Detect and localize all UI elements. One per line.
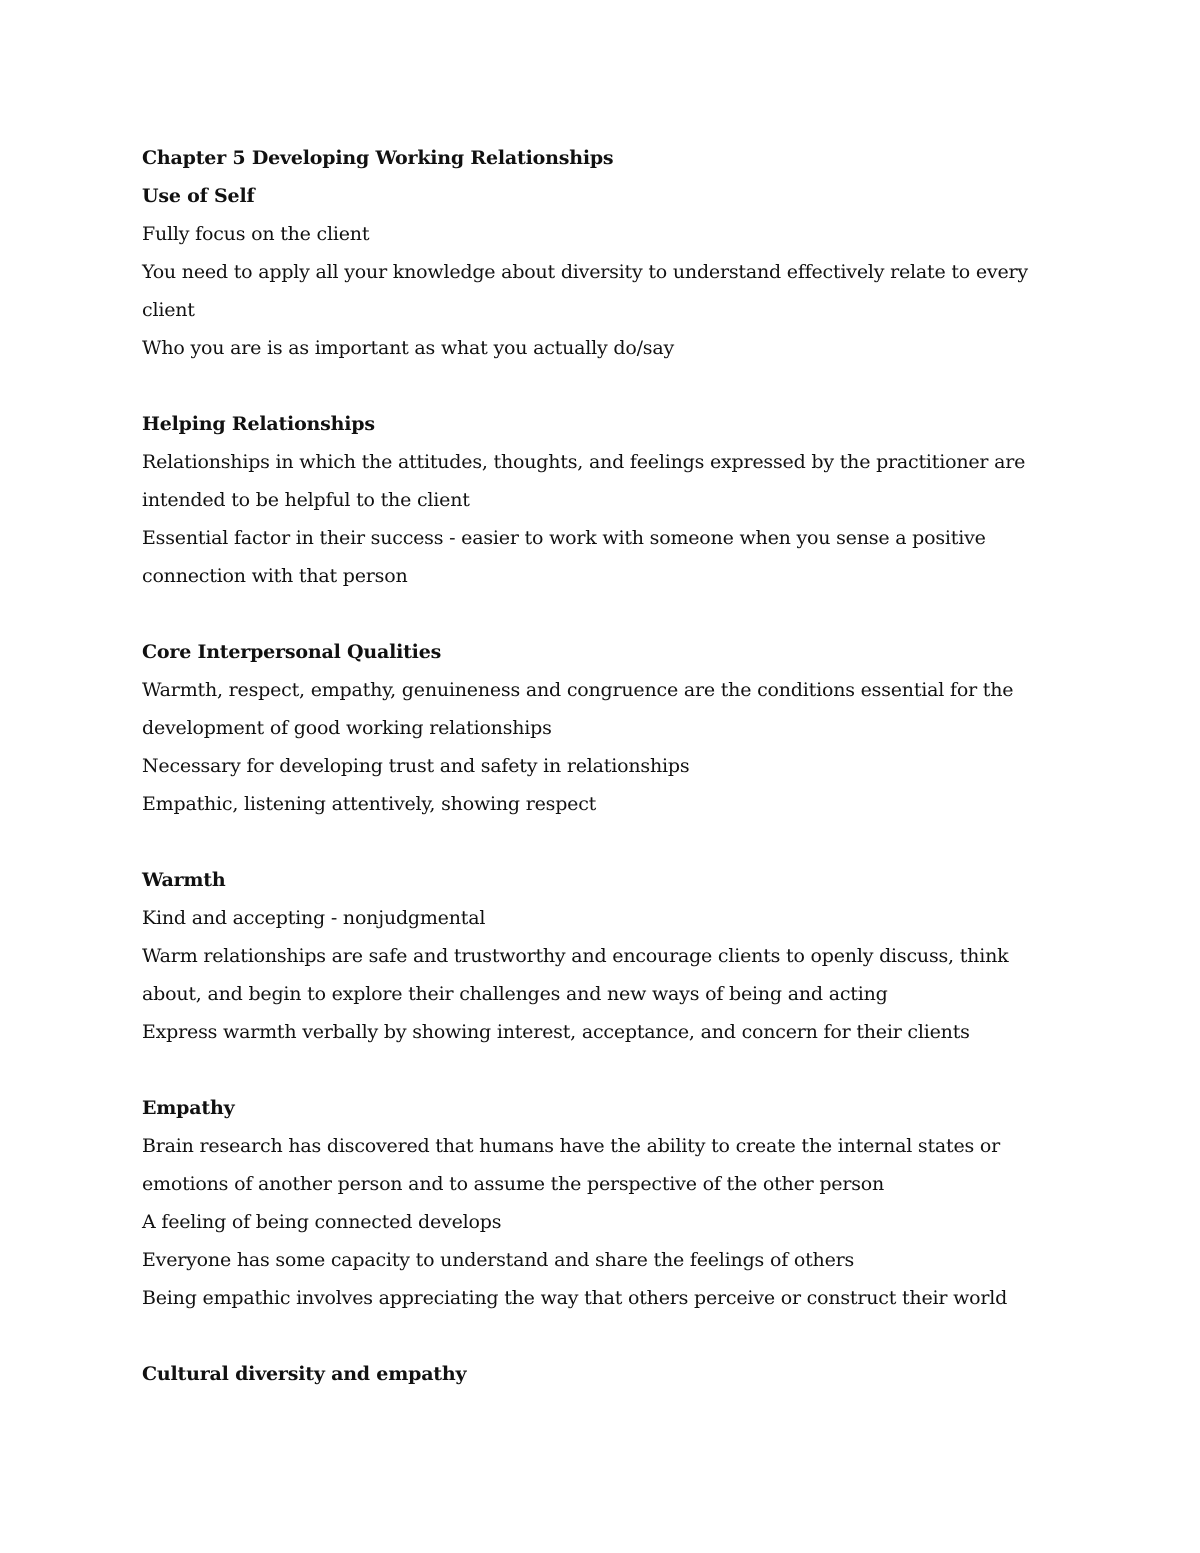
- section-spacer: [142, 1317, 1042, 1355]
- section-heading-warmth: Warmth: [142, 869, 226, 891]
- paragraph-line: Kind and accepting - nonjudgmental: [142, 907, 486, 929]
- paragraph-line: Who you are is as important as what you actually do/say: [142, 337, 675, 359]
- document-body: [142, 139, 1042, 1393]
- paragraph-line: Empathic, listening attentively, showing respect: [142, 793, 597, 815]
- paragraph-line: Express warmth verbally by showing interest, acceptance, and concern for their clients: [142, 1021, 970, 1043]
- section-heading-empathy: Empathy: [142, 1097, 235, 1119]
- section-heading-cultural-diversity-and-empathy: Cultural diversity and empathy: [142, 1363, 467, 1385]
- paragraph-line: Being empathic involves appreciating the way that others perceive or construct their world: [142, 1287, 1008, 1309]
- paragraph-line: connection with that person: [142, 565, 408, 587]
- paragraph-line: Everyone has some capacity to understand and share the feelings of others: [142, 1249, 855, 1271]
- paragraph-line: Relationships in which the attitudes, thoughts, and feelings expressed by the practitioner are: [142, 451, 1026, 473]
- section-spacer: [142, 823, 1042, 861]
- section-spacer: [142, 595, 1042, 633]
- paragraph-line: Warm relationships are safe and trustworthy and encourage clients to openly discuss, think: [142, 945, 1009, 967]
- paragraph-line: development of good working relationships: [142, 717, 552, 739]
- paragraph-line: Essential factor in their success - easier to work with someone when you sense a positive: [142, 527, 986, 549]
- section-heading-helping-relationships: Helping Relationships: [142, 413, 375, 435]
- paragraph-line: Brain research has discovered that humans have the ability to create the internal states or: [142, 1135, 1001, 1157]
- paragraph-line: Warmth, respect, empathy, genuineness and congruence are the conditions essential for the: [142, 679, 1014, 701]
- paragraph-line: intended to be helpful to the client: [142, 489, 470, 511]
- paragraph-line: You need to apply all your knowledge about diversity to understand effectively relate to every: [142, 261, 1028, 283]
- section-spacer: [142, 367, 1042, 405]
- paragraph-line: about, and begin to explore their challenges and new ways of being and acting: [142, 983, 888, 1005]
- paragraph-line: Necessary for developing trust and safety in relationships: [142, 755, 690, 777]
- paragraph-line: Fully focus on the client: [142, 223, 370, 245]
- paragraph-line: A feeling of being connected develops: [142, 1211, 502, 1233]
- section-heading-core-interpersonal-qualities: Core Interpersonal Qualities: [142, 641, 442, 663]
- paragraph-line: emotions of another person and to assume the perspective of the other person: [142, 1173, 885, 1195]
- paragraph-line: client: [142, 299, 195, 321]
- section-heading-use-of-self: Use of Self: [142, 185, 255, 207]
- section-spacer: [142, 1051, 1042, 1089]
- document-title: Chapter 5 Developing Working Relationships: [142, 147, 614, 169]
